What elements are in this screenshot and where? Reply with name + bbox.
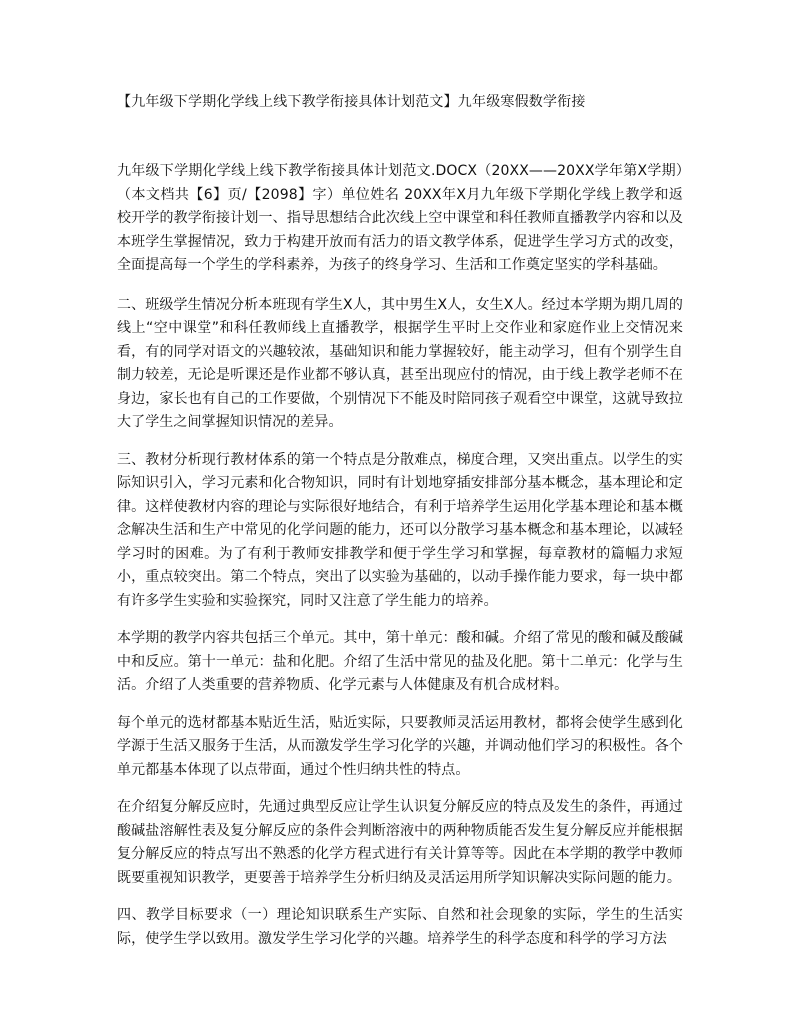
paragraph-teaching-goals: 四、教学目标要求（一）理论知识联系生产实际、自然和社会现象的实际，学生的生活实际，使学生学以致用。激发学生学习化学的兴趣。培养学生的科学态度和科学的学习方法 bbox=[117, 907, 683, 947]
document-body bbox=[117, 160, 683, 965]
document-title: 【九年级下学期化学线上线下教学衔接具体计划范文】九年级寒假数学衔接 bbox=[117, 94, 586, 110]
paragraph-decomposition-reaction: 在介绍复分解反应时，先通过典型反应让学生认识复分解反应的特点及发生的条件，再通过酸碱盐溶解性表及复分解反应的条件会判断溶液中的两种物质能否发生复分解反应并能根据复分解反应的特点写出不熟悉的化学方程式进行有关计算等等。因此在本学期的教学中教师既要重视知识教学，更要善于培养学生分析归纳及灵活运用所学知识解决实际问题的能力。 bbox=[117, 799, 683, 886]
paragraph-textbook-analysis: 三、教材分析现行教材体系的第一个特点是分散难点，梯度合理，又突出重点。以学生的实际知识引入，学习元素和化合物知识，同时有计划地穿插安排部分基本概念，基本理论和定律。这样使教材内容的理论与实际很好地结合，有利于培养学生运用化学基本理论和基本概念解决生活和生产中常见的化学问题的能力，还可以分散学习基本概念和基本理论，以减轻学习时的困难。为了有利于教师安排教学和便于学生学习和掌握，每章教材的篇幅力求短小，重点较突出。第二个特点，突出了以实验为基础的，以动手操作能力要求，每一块中都有许多学生实验和实验探究，同时又注意了学生能力的培养。 bbox=[117, 451, 683, 609]
paragraph-unit-materials: 每个单元的选材都基本贴近生活，贴近实际，只要教师灵活运用教材，都将会使学生感到化学源于生活又服务于生活，从而激发学生学习化学的兴趣，并调动他们学习的积极性。各个单元都基本体现了以点带面，通过个性归纳共性的特点。 bbox=[117, 714, 683, 778]
paragraph-class-analysis: 二、班级学生情况分析本班现有学生X人，其中男生X人，女生X人。经过本学期为期几周的线上“空中课堂”和科任教师线上直播教学，根据学生平时上交作业和家庭作业上交情况来看，有的同学对语文的兴趣较浓，基础知识和能力掌握较好，能主动学习，但有个别学生自制力较差，无论是听课还是作业都不够认真，甚至出现应付的情况，由于线上教学老师不在身边，家长也有自己的工作要做，个别情况下不能及时陪同孩子观看空中课堂，这就导致拉大了学生之间掌握知识情况的差异。 bbox=[117, 296, 683, 430]
paragraph-intro: 九年级下学期化学线上线下教学衔接具体计划范文.DOCX（20XX——20XX学年第X学期）（本文档共【6】页/【2098】字）单位姓名 20XX年X月九年级下学期化学线上教学和返校开学的教学衔接计划一、指导思想结合此次线上空中课堂和科任教师直播教学内容和以及本班学生掌握情况，致力于构建开放而有活力的语文教学体系，促进学生学习方式的改变，全面提高每一个学生的学科素养，为孩子的终身学习、生活和工作奠定坚实的学科基础。 bbox=[117, 163, 683, 273]
paragraph-teaching-content: 本学期的教学内容共包括三个单元。其中，第十单元：酸和碱。介绍了常见的酸和碱及酸碱中和反应。第十一单元：盐和化肥。介绍了生活中常见的盐及化肥。第十二单元：化学与生活。介绍了人类重要的营养物质、化学元素与人体健康及有机合成材料。 bbox=[117, 630, 683, 693]
